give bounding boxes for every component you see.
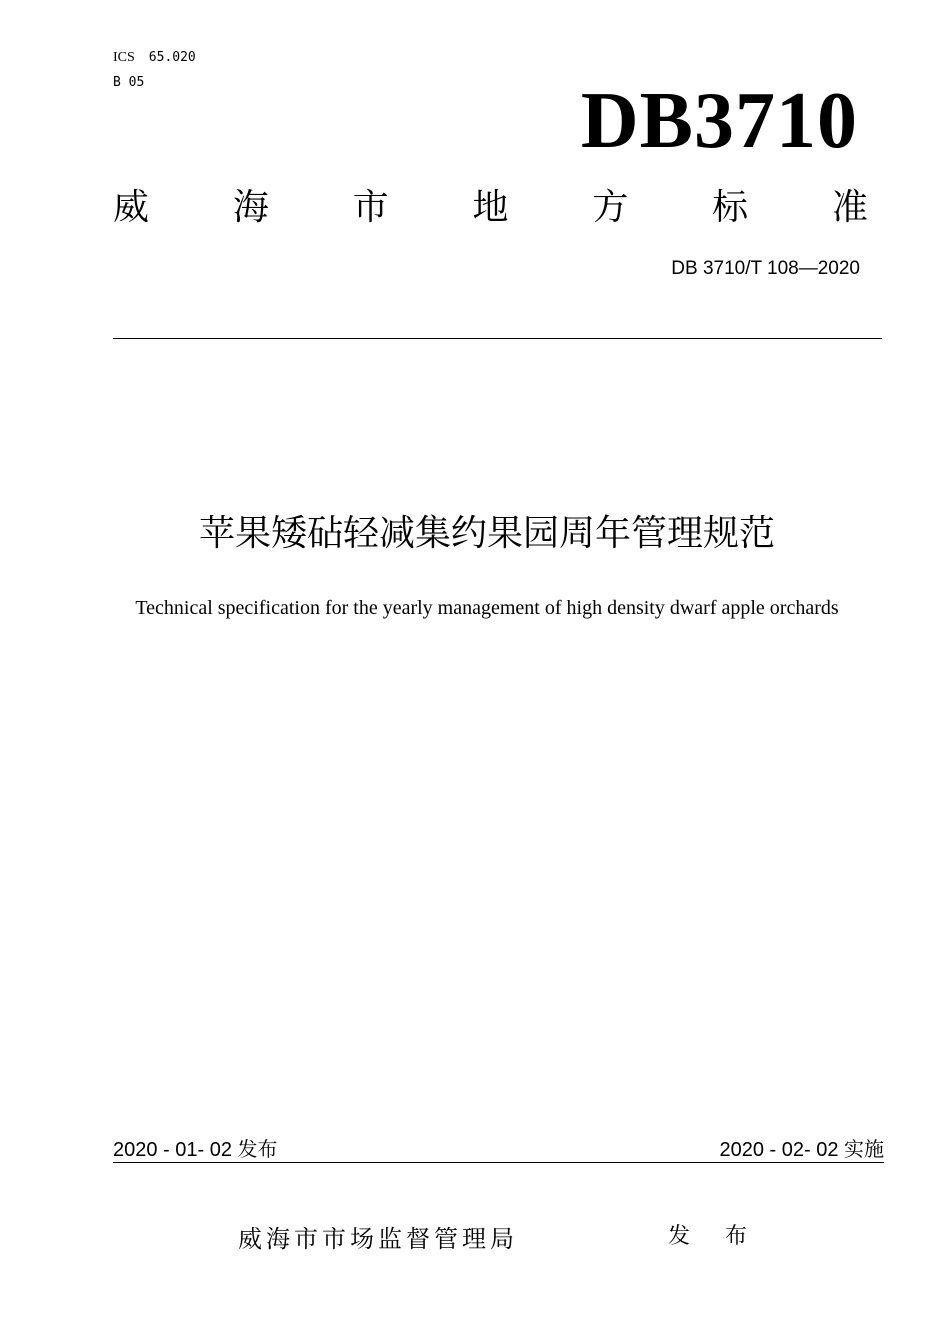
standard-level-char: 威 [113,187,150,228]
standard-level-heading [113,186,868,230]
standard-level-char: 准 [831,187,868,228]
ics-classification [113,50,196,66]
chinese-title: 苹果矮砧轻减集约果园周年管理规范 [198,513,775,554]
ics-label: ICS [113,50,135,65]
standard-level-char: 地 [472,187,509,228]
issue-date: 2020 - 01- 02 发布 [113,1139,278,1161]
standard-level-char: 标 [712,187,749,228]
standard-level-char: 市 [352,187,389,228]
publisher-name: 威海市市场监督管理局 [238,1225,518,1253]
english-title: Technical specification for the yearly management of high density dwarf apple orchards [135,597,839,619]
dates-divider [113,1162,884,1163]
header-divider [113,338,882,339]
standard-code-logo: DB3710 [580,77,858,165]
standard-number: DB 3710/T 108—2020 [671,258,860,279]
ics-code: 65.020 [148,50,196,65]
standard-level-char: 方 [592,187,629,228]
standard-level-char: 海 [232,187,269,228]
implementation-date: 2020 - 02- 02 实施 [719,1139,884,1161]
publish-label: 发 布 [668,1224,761,1249]
ccs-classification: B 05 [113,75,145,90]
dates-row [113,1138,884,1162]
